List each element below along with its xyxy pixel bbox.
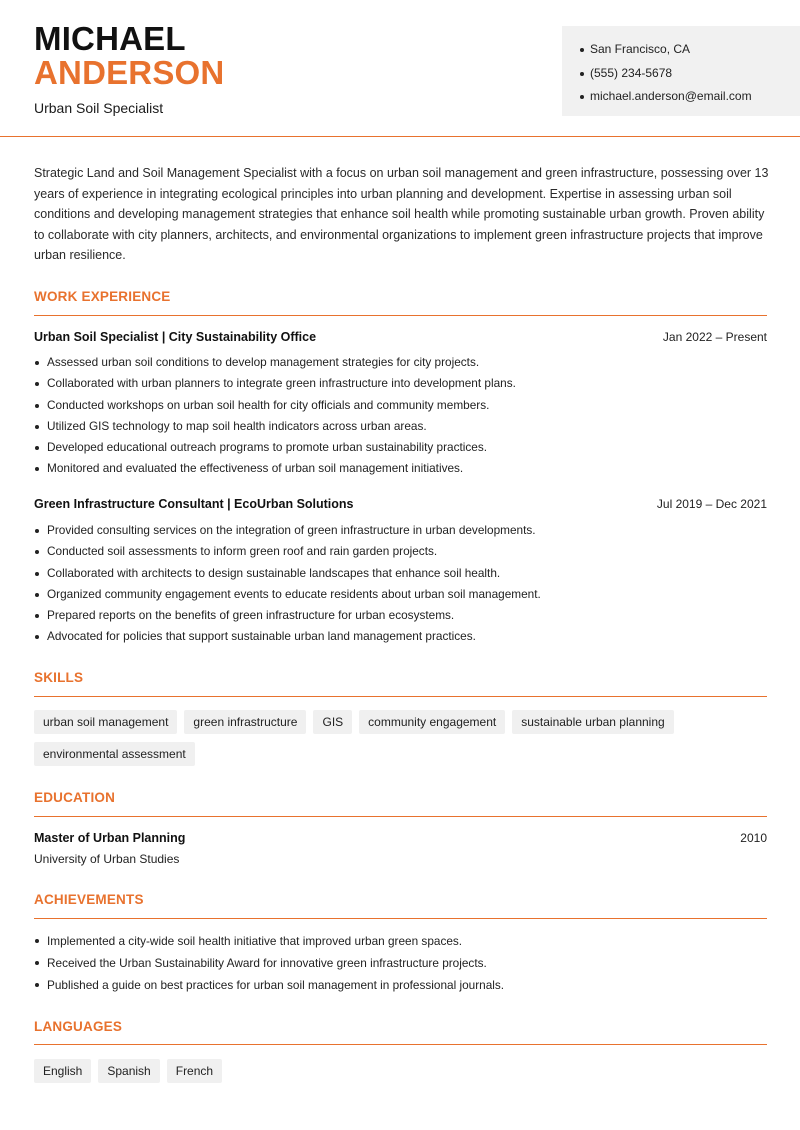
section-title-skills: SKILLS bbox=[34, 670, 84, 685]
list-item: Utilized GIS technology to map soil health indicators across urban areas. bbox=[34, 416, 767, 437]
list-item: Advocated for policies that support sustainable urban land management practices. bbox=[34, 626, 767, 647]
contact-box bbox=[562, 26, 800, 116]
list-item: Developed educational outreach programs to promote urban sustainability practices. bbox=[34, 437, 767, 458]
list-item: Implemented a city-wide soil health initiative that improved urban green spaces. bbox=[34, 930, 767, 952]
list-item: Provided consulting services on the integration of green infrastructure in urban developments. bbox=[34, 520, 767, 541]
job-title: Urban Soil Specialist | City Sustainability Office bbox=[34, 330, 317, 344]
section-title-languages: LANGUAGES bbox=[34, 1019, 123, 1034]
section-title-education: EDUCATION bbox=[34, 790, 116, 805]
skills-chips bbox=[34, 710, 767, 766]
job-bullets bbox=[34, 520, 767, 648]
summary-text: Strategic Land and Soil Management Specialist with a focus on urban soil management and green infrastructure, possessing over 13 years of experience in integrating ecological principles into urban planning and development. Expertise in assessing urban soil conditions and developing management strategies that enhance soil health while promoting sustainable urban growth. Proven ability to collaborate with city planners, architects, and environmental organizations to implement green infrastructure projects that improve urban resilience. bbox=[34, 166, 769, 262]
skill-chip: green infrastructure bbox=[184, 710, 306, 734]
skill-chip: urban soil management bbox=[34, 710, 177, 734]
list-item: Received the Urban Sustainability Award for innovative green infrastructure projects. bbox=[34, 952, 767, 974]
language-chip: English bbox=[34, 1059, 91, 1083]
list-item: Prepared reports on the benefits of green infrastructure for urban ecosystems. bbox=[34, 605, 767, 626]
first-name: MICHAEL bbox=[34, 20, 186, 57]
list-item: Conducted workshops on urban soil health for city officials and community members. bbox=[34, 395, 767, 416]
section-divider bbox=[34, 918, 767, 919]
job-date: Jul 2019 – Dec 2021 bbox=[656, 497, 767, 511]
education-degree: Master of Urban Planning bbox=[34, 831, 186, 845]
education-year: 2010 bbox=[740, 831, 767, 845]
language-chip: Spanish bbox=[98, 1059, 159, 1083]
skill-chip: sustainable urban planning bbox=[512, 710, 673, 734]
section-divider bbox=[34, 315, 767, 316]
section-divider bbox=[34, 1044, 767, 1045]
section-divider bbox=[34, 696, 767, 697]
list-item: Monitored and evaluated the effectiveness of urban soil management initiatives. bbox=[34, 458, 767, 479]
contact-phone: (555) 234-5678 bbox=[580, 62, 782, 86]
job-bullets bbox=[34, 352, 767, 480]
list-item: Collaborated with urban planners to integrate green infrastructure into development plans. bbox=[34, 373, 767, 394]
skill-chip: community engagement bbox=[359, 710, 505, 734]
contact-location: San Francisco, CA bbox=[580, 38, 782, 62]
list-item: Conducted soil assessments to inform green roof and rain garden projects. bbox=[34, 541, 767, 562]
language-chips bbox=[34, 1059, 767, 1083]
contact-email[interactable]: michael.anderson@email.com bbox=[580, 85, 782, 109]
resume-header bbox=[0, 0, 800, 137]
list-item: Organized community engagement events to educate residents about urban soil management. bbox=[34, 584, 767, 605]
section-divider bbox=[34, 816, 767, 817]
skill-chip: GIS bbox=[313, 710, 352, 734]
section-title-achievements: ACHIEVEMENTS bbox=[34, 892, 144, 907]
last-name: ANDERSON bbox=[34, 54, 225, 91]
list-item: Published a guide on best practices for urban soil management in professional journals. bbox=[34, 974, 767, 996]
education-school: University of Urban Studies bbox=[34, 852, 180, 866]
job-role: Urban Soil Specialist bbox=[34, 100, 164, 116]
job-date: Jan 2022 – Present bbox=[662, 330, 767, 344]
list-item: Collaborated with architects to design sustainable landscapes that enhance soil health. bbox=[34, 563, 767, 584]
language-chip: French bbox=[167, 1059, 222, 1083]
achievement-bullets bbox=[34, 930, 767, 996]
job-title: Green Infrastructure Consultant | EcoUrban Solutions bbox=[34, 497, 354, 511]
skill-chip: environmental assessment bbox=[34, 742, 195, 766]
candidate-name bbox=[34, 22, 224, 90]
list-item: Assessed urban soil conditions to develop management strategies for city projects. bbox=[34, 352, 767, 373]
section-title-work: WORK EXPERIENCE bbox=[34, 289, 171, 304]
